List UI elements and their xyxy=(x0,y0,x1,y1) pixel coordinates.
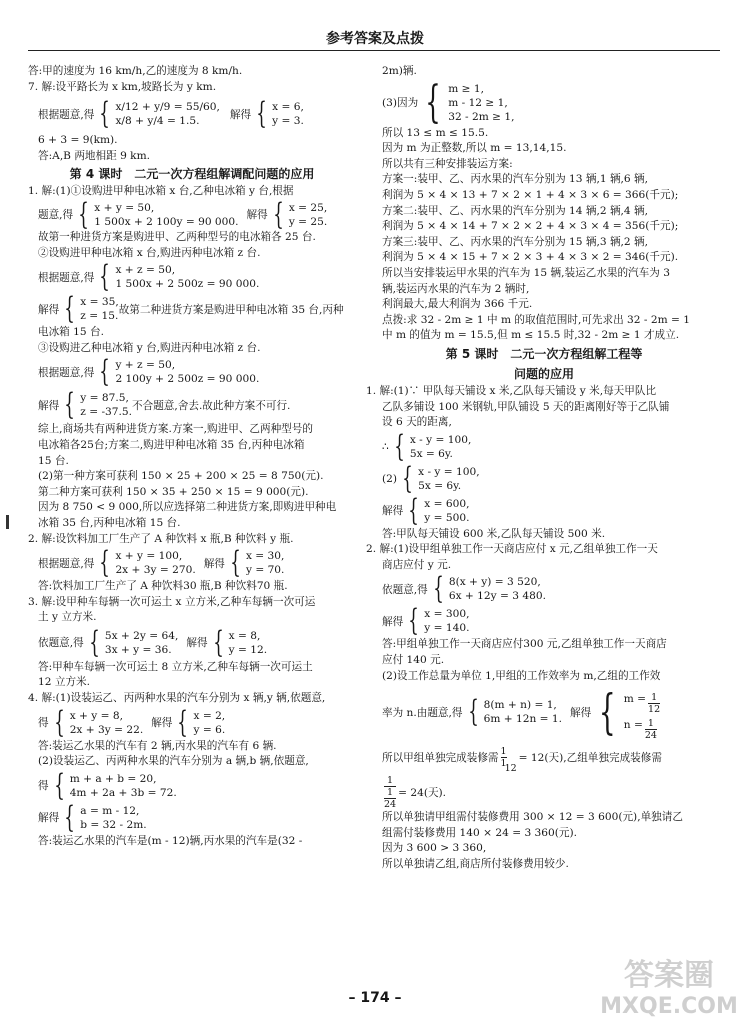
text-line: 利润为 5 × 4 × 13 + 7 × 2 × 1 + 4 × 3 × 6 = 366(千元); xyxy=(382,188,679,201)
text-line: 利润为 5 × 4 × 14 + 7 × 2 × 2 + 4 × 3 × 4 = 356(千元); xyxy=(382,220,679,233)
text-line: 电冰箱各25台;方案二,购进甲种电冰箱 35 台,丙种电冰箱 xyxy=(38,438,305,451)
text-line: 7. 解:设平路长为 x km,坡路长为 y km. xyxy=(28,80,217,93)
watermark-logo xyxy=(594,951,744,1021)
text-line: 故第一种进货方案是购进甲、乙两种型号的电冰箱各 25 台. xyxy=(38,230,316,243)
text-line: 土 y 立方米. xyxy=(38,611,97,624)
text-line: 1. 解:(1)∵ 甲队每天铺设 x 米,乙队每天铺设 y 米,每天甲队比 xyxy=(366,384,657,397)
text-line: 答:甲组单独工作一天商店应付300 元,乙组单独工作一天商店 xyxy=(382,638,667,651)
equation-system: 根据题意,得 { y + z = 50, 2 100y + 2 500z = 90 000. xyxy=(38,354,260,390)
section-title: 问题的应用 xyxy=(513,366,574,381)
text-line: 冰箱 35 台,丙种电冰箱 15 台. xyxy=(38,516,181,529)
text-line: 答:甲种车每辆一次可运土 8 立方米,乙种车每辆一次可运土 xyxy=(38,660,313,673)
text-line: 所以共有三种安排装运方案: xyxy=(382,157,513,170)
text-line: 方案一:装甲、乙、丙水果的汽车分别为 13 辆,1 辆,6 辆, xyxy=(382,173,648,186)
text-line: 方案三:装甲、乙、丙水果的汽车分别为 15 辆,3 辆,2 辆, xyxy=(382,235,648,248)
text-line: 第二种方案可获利 150 × 35 + 250 × 15 = 9 000(元). xyxy=(38,485,309,498)
svg-text:MXQE.COM: MXQE.COM xyxy=(600,994,738,1019)
text-line: 1. 解:(1)①设购进甲种电冰箱 x 台,乙种电冰箱 y 台,根据 xyxy=(28,185,294,198)
text-line: 所以 13 ≤ m ≤ 15.5. xyxy=(382,126,489,139)
equation-system: 解得 { y = 87.5, z = -37.5. 不合题意,舍去.故此种方案不可行. xyxy=(38,387,291,423)
equation-system: 根据题意,得 { x + z = 50, 1 500x + 2 500z = 90 000. xyxy=(38,259,260,295)
inequality-system: (3)因为 { m ≥ 1, m - 12 ≥ 1, 32 - 2m ≥ 1, xyxy=(382,76,515,128)
text-line: 点拨:求 32 - 2m ≥ 1 中 m 的取值范围时,可先求出 32 - 2m = 1 xyxy=(382,313,690,326)
text-line: 2m)辆. xyxy=(382,65,417,77)
text-line: 4. 解:(1)设装运乙、丙两种水果的汽车分别为 x 辆,y 辆,依题意, xyxy=(28,692,326,705)
text-line: 利润最大,最大利润为 366 千元. xyxy=(382,298,533,311)
text-line: 综上,商场共有两种进货方案.方案一,购进甲、乙两种型号的 xyxy=(38,423,313,436)
equation-system: 依题意,得 { 5x + 2y = 64, 3x + y = 36. 解得 { x = 8, y = 12. xyxy=(38,624,268,660)
equation-system: (2) { x - y = 100, 5x = 6y. xyxy=(382,460,480,496)
equation-system: 解得 { x = 300, y = 140. xyxy=(382,603,470,639)
text-line: (2)设工作总量为单位 1,甲组的工作效率为 m,乙组的工作效 xyxy=(382,669,661,682)
text-line: (2)设装运乙、丙两种水果的汽车分别为 a 辆,b 辆,依题意, xyxy=(38,755,309,768)
text-line: 乙队多铺设 100 米钢轨,甲队铺设 5 天的距离刚好等于乙队铺 xyxy=(382,400,670,413)
text-line: 方案二:装甲、乙、丙水果的汽车分别为 14 辆,2 辆,4 辆, xyxy=(382,204,648,217)
equation-system: 解得 { x = 35, z = 15. 故第二种进货方案是购进甲种电冰箱 35 台,丙种 xyxy=(38,291,344,327)
equation-system: 得 { x + y = 8, 2x + 3y = 22. 解得 { x = 2, y = 6. xyxy=(38,704,226,740)
equation-system: ∴ { x - y = 100, 5x = 6y. xyxy=(382,428,472,464)
header-rule xyxy=(28,50,720,51)
text-line: 因为 3 600 > 3 360, xyxy=(382,842,487,855)
section-title: 第 5 课时 二元一次方程组解工程等 xyxy=(445,346,643,361)
text-line: 答:甲队每天铺设 600 米,乙队每天铺设 500 米. xyxy=(382,527,606,540)
text-line: 6 + 3 = 9(km). xyxy=(38,134,118,147)
text-line: 电冰箱 15 台. xyxy=(38,326,104,339)
equation-system: 解得 { x = 600, y = 500. xyxy=(382,492,470,528)
text-line: ③设购进乙种电冰箱 y 台,购进丙种电冰箱 z 台. xyxy=(38,341,261,354)
page-header-title: 参考答案及点拨 xyxy=(326,31,424,47)
text-line: 因为 8 750 < 9 000,所以应选择第二种进货方案,即购进甲种电 xyxy=(38,501,337,514)
text-line: (2)第一种方案可获利 150 × 25 + 200 × 25 = 8 750(元). xyxy=(38,470,324,483)
equation-system: 题意,得 { x + y = 50, 1 500x + 2 100y = 90 000. 解得 { x = 25, y = 25. xyxy=(38,196,328,232)
text-line: 应付 140 元. xyxy=(382,654,445,667)
equation-system: 得 { m + a + b = 20, 4m + 2a + 3b = 72. xyxy=(38,767,177,803)
text-line: 所以单独请乙组,商店所付装修费用较少. xyxy=(382,858,569,871)
section-title: 第 4 课时 二元一次方程组解调配问题的应用 xyxy=(69,167,315,182)
left-column xyxy=(28,64,356,849)
text-line: 15 台. xyxy=(38,454,69,467)
text-line: 所以单独请甲组需付装修费用 300 × 12 = 3 600(元),单独请乙 xyxy=(382,811,683,824)
equation-system: 根据题意,得 { x + y = 100, 2x + 3y = 270. 解得 { x = 30, y = 70. xyxy=(38,545,285,581)
fraction-line: 1 1 24 = 24(天). xyxy=(384,774,447,810)
text-line: 所以当安排装运甲水果的汽车为 15 辆,装运乙水果的汽车为 3 xyxy=(382,266,670,279)
text-line: 商店应付 y 元. xyxy=(382,558,452,571)
text-line: 组需付装修费用 140 × 24 = 3 360(元). xyxy=(382,826,578,839)
margin-mark xyxy=(6,515,9,529)
equation-system: 根据题意,得 { x/12 + y/9 = 55/60, x/8 + y/4 = 1.5. 解得 { x = 6, y = 3. xyxy=(38,96,304,132)
text-line: 因为 m 为正整数,所以 m = 13,14,15. xyxy=(382,142,567,155)
text-line: 答:饮料加工厂生产了 A 种饮料30 瓶,B 种饮料70 瓶. xyxy=(38,580,288,593)
text-line: 利润为 5 × 4 × 15 + 7 × 2 × 3 + 4 × 3 × 2 = 346(千元). xyxy=(382,251,679,264)
text-line: 答:装运乙水果的汽车是(m - 12)辆,丙水果的汽车是(32 - xyxy=(38,834,303,847)
equation-system: 解得 { a = m - 12, b = 32 - 2m. xyxy=(38,799,147,835)
text-line: 3. 解:设甲种车每辆一次可运土 x 立方米,乙种车每辆一次可运 xyxy=(28,595,316,608)
equation-system: 率为 n.由题意,得 { 8(m + n) = 1, 6m + 12n = 1. 解得 { m = $\frac{1}{12}$ n = $\frac{1}{24}$ xyxy=(382,684,661,742)
text-line: ②设购进甲种电冰箱 x 台,购进丙种电冰箱 z 台. xyxy=(38,246,261,259)
text-line: 2. 解:(1)设甲组单独工作一天商店应付 x 元,乙组单独工作一天 xyxy=(366,543,658,556)
text-line: 2. 解:设饮料加工厂生产了 A 种饮料 x 瓶,B 种饮料 y 瓶. xyxy=(28,532,294,545)
fraction-line: 所以甲组单独完成装修需 $\frac{1}{1}$ 12 = 12(天),乙组单独完成装修需 xyxy=(382,745,662,774)
text-line: 答:装运乙水果的汽车有 2 辆,丙水果的汽车有 6 辆. xyxy=(38,739,277,752)
page-number: – 174 – xyxy=(348,990,402,1006)
text-line: 设 6 天的距离, xyxy=(382,416,452,429)
text-line: 辆,装运丙水果的汽车为 2 辆时, xyxy=(382,282,530,295)
text-line: 答:甲的速度为 16 km/h,乙的速度为 8 km/h. xyxy=(28,65,243,77)
text-line: 12 立方米. xyxy=(38,676,90,689)
right-column xyxy=(366,64,722,873)
equation-system: 依题意,得 { 8(x + y) = 3 520, 6x + 12y = 3 480. xyxy=(382,571,546,607)
svg-text:答案圈: 答案圈 xyxy=(624,958,714,993)
text-line: 答:A,B 两地相距 9 km. xyxy=(38,149,151,162)
text-line: 中 m 的值为 m = 15.5,但 m ≤ 15.5 时,32 - 2m ≥ 1 才成立. xyxy=(382,329,680,342)
